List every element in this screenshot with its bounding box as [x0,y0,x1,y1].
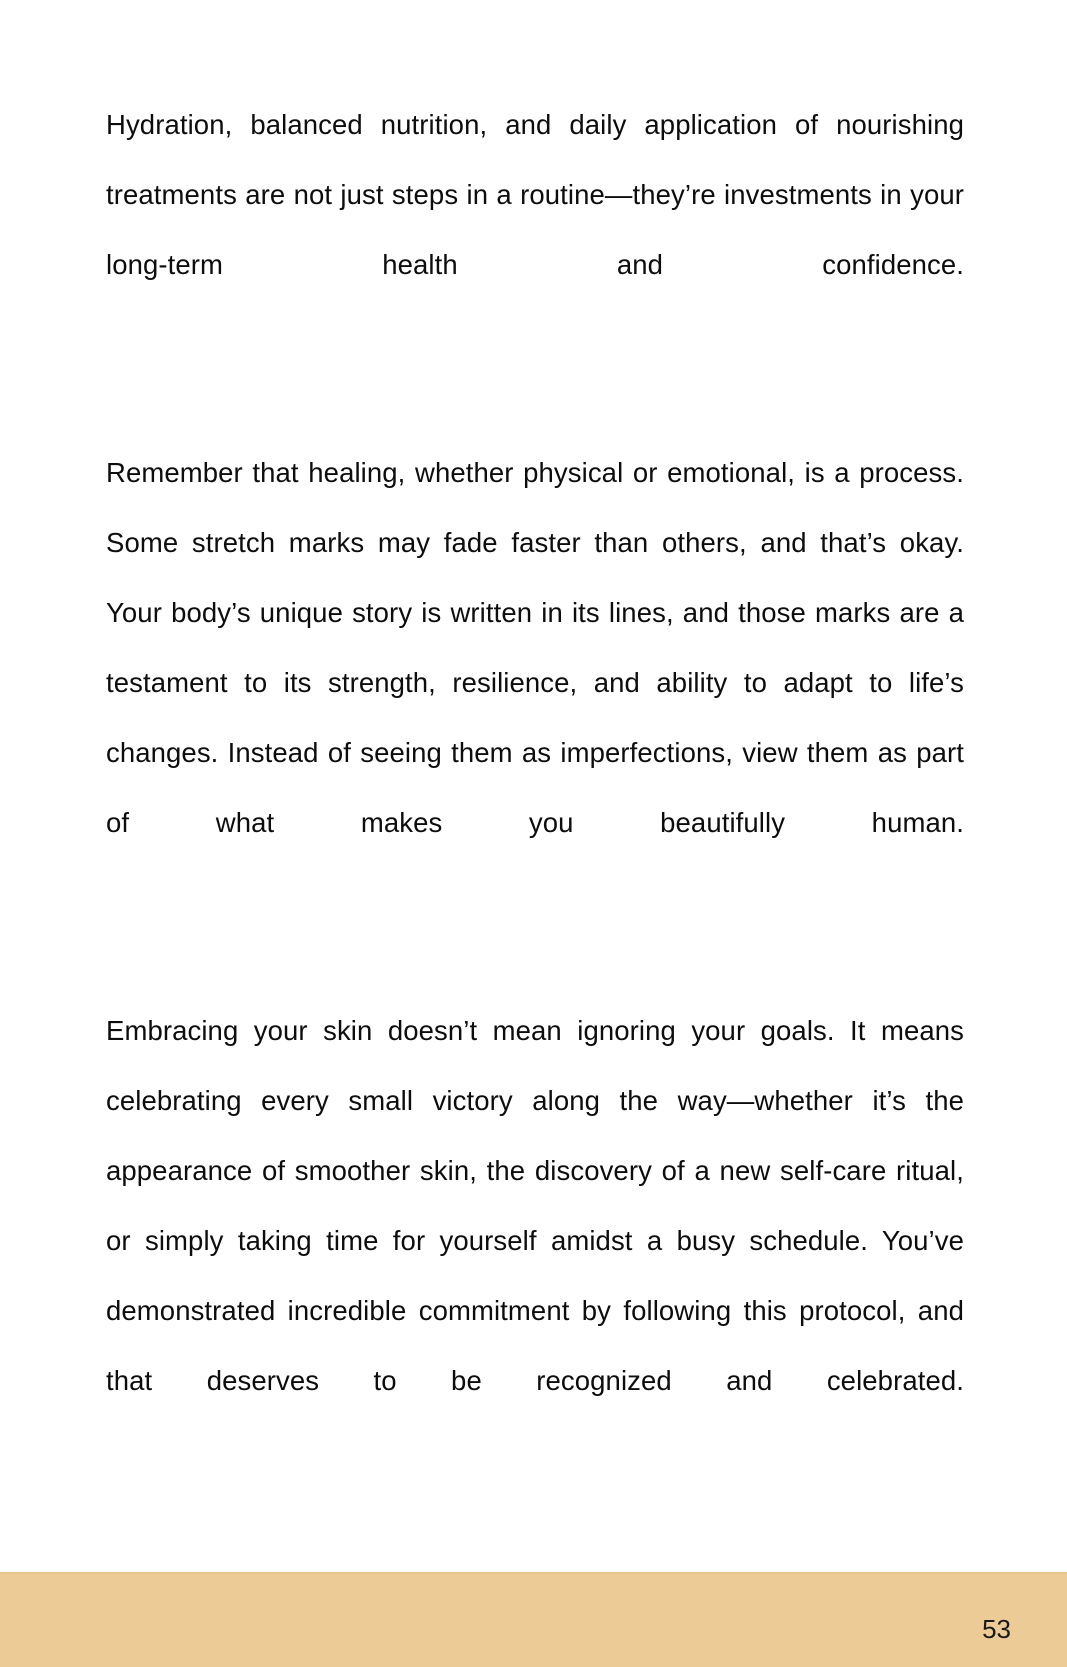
paragraph-1: Hydration, balanced nutrition, and daily application of nourishing treatments are not just steps in a routine—they’re investments in your long-term health and confidence. [106,109,964,280]
paragraph-3: Embracing your skin doesn’t mean ignoring your goals. It means celebrating every small victory along the way—whether it’s the appearance of smoother skin, the discovery of a new self-care ritual, or simply taking time for yourself amidst a busy schedule. You’ve demonstrated incredible commitment by following this protocol, and that deserves to be recognized and celebrated. [106,1015,964,1396]
footer-band [0,1574,1067,1667]
body-text-column [106,90,964,1486]
paragraph-2: Remember that healing, whether physical or emotional, is a process. Some stretch marks may fade faster than others, and that’s okay. Your body’s unique story is written in its lines, and those marks are a testament to its strength, resilience, and ability to adapt to life’s changes. Instead of seeing them as imperfections, view them as part of what makes you beautifully human. [106,457,964,838]
page-number: 53 [982,1614,1011,1644]
